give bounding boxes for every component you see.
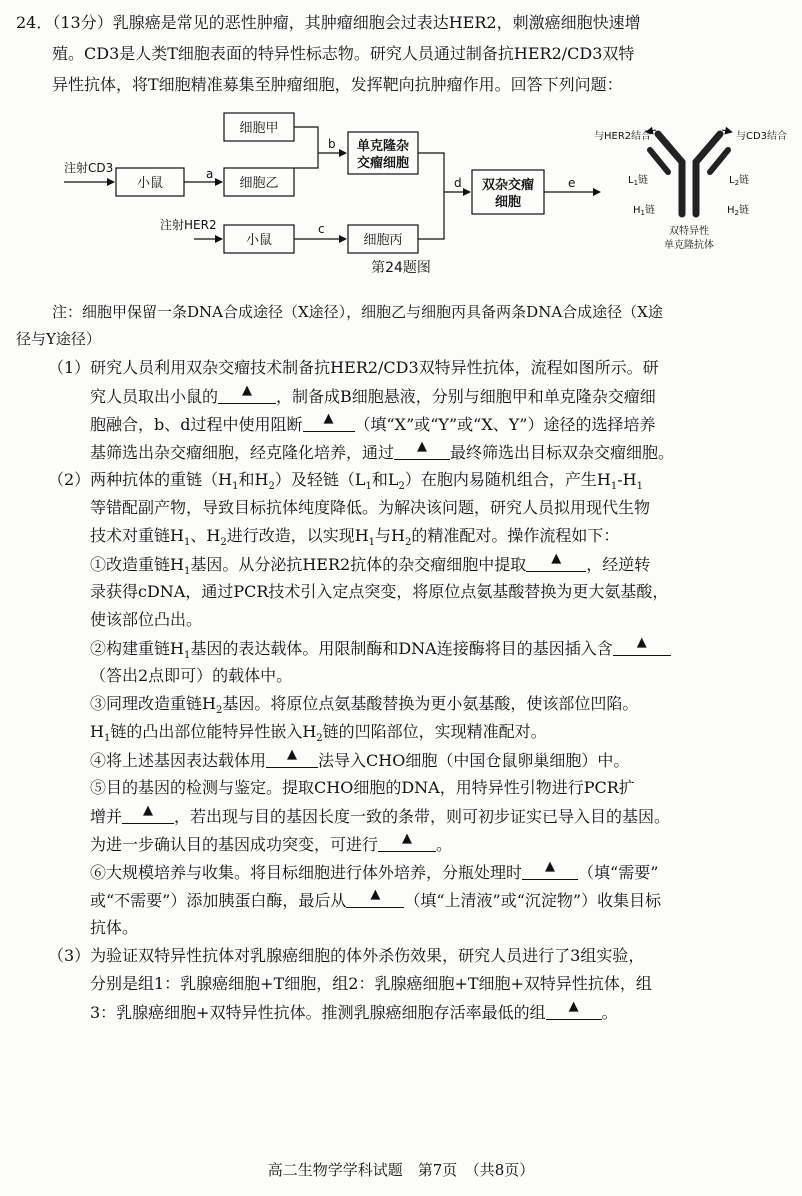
answer-blank[interactable]: ▲: [122, 805, 174, 824]
answer-blank[interactable]: ▲: [346, 889, 404, 908]
figure-caption: 第24题图: [371, 260, 431, 276]
label-inject-cd3: 注射CD3: [64, 161, 114, 175]
p1-line-4: 基筛选出杂交瘤细胞，经克隆化培养，通过 ▲ 最终筛选出目标双杂交瘤细胞。: [90, 439, 675, 462]
p2-step-3-cont: $H_1$链的凸出部位能特异性嵌入$H_2$链的凹陷部位，实现精准配对。: [90, 722, 547, 745]
label-h2: $H_2$链: [727, 205, 749, 217]
label-bind-her2: 与HER2结合: [594, 131, 652, 142]
answer-blank[interactable]: ▲: [522, 861, 578, 880]
p2-step-1-cont: 录获得cDNA，通过PCR技术引入定点突变，将原位点氨基酸替换为更大氨基酸，: [90, 582, 669, 601]
p2-step-1: ①改造重链$H_1$基因。从分泌抗HER2抗体的杂交瘤细胞中提取 ▲ ，经逆转: [90, 551, 651, 578]
answer-blank[interactable]: ▲: [526, 553, 586, 572]
label-bind-cd3: 与CD3结合: [736, 131, 788, 142]
answer-blank[interactable]: ▲: [303, 413, 355, 432]
p2-line-1: （2）两种抗体的重链（$H_1$和$H_2$）及轻链（$L_1$和$L_2$）在胞内易随机组合，产生$H_1-H_1$: [48, 470, 643, 493]
label-bi-2: 细胞: [494, 195, 522, 210]
label-mono-1: 单克隆杂: [356, 139, 410, 154]
p2-step-5-end: 为进一步确认目的基因成功突变，可进行 ▲ 。: [90, 831, 453, 854]
p3-line-3: 3：乳腺癌细胞+双特异性抗体。推测乳腺癌细胞存活率最低的组 ▲ 。: [90, 999, 618, 1022]
answer-blank[interactable]: ▲: [546, 1001, 602, 1020]
antibody-diagram: [594, 129, 787, 251]
page-footer: 高二生物学学科试题 第7页 （共8页）: [267, 1161, 535, 1179]
p2-line-2: 等错配副产物，导致目标抗体纯度降低。为解决该问题，研究人员拟用现代生物: [90, 498, 651, 517]
p1-line-3: 胞融合，b、d过程中使用阻断 ▲ （填“X”或“Y”或“X、Y”）途径的选择培养: [90, 411, 656, 434]
step-b: b: [328, 137, 336, 151]
p2-step-1-end: 使该部位凸出。: [90, 610, 203, 629]
question-line-2: 殖。CD3是人类T细胞表面的特异性标志物。研究人员通过制备抗HER2/CD3双特: [52, 44, 635, 63]
label-l1: $L_1$链: [628, 175, 649, 187]
p2-step-4: ④将上述基因表达载体用 ▲ 法导入CHO细胞（中国仓鼠卵巢细胞）中。: [90, 747, 630, 770]
answer-blank[interactable]: ▲: [266, 749, 318, 768]
step-d: d: [454, 176, 462, 190]
answer-blank[interactable]: ▲: [378, 833, 436, 852]
answer-blank[interactable]: ▲: [613, 637, 671, 656]
label-cell-a: 细胞甲: [239, 121, 279, 136]
note-line-1: 注：细胞甲保留一条DNA合成途径（X途径），细胞乙与细胞丙具备两条DNA合成途径（X途: [52, 303, 663, 321]
p2-step-5: ⑤目的基因的检测与鉴定。提取CHO细胞的DNA，用特异性引物进行PCR扩: [90, 778, 635, 797]
label-h1: $H_1$链: [633, 205, 655, 217]
label-mono-2: 交瘤细胞: [356, 156, 410, 171]
label-bi-1: 双杂交瘤: [481, 178, 535, 193]
answer-blank[interactable]: ▲: [394, 441, 450, 460]
p2-step-5-cont: 增并 ▲ ，若出现与目的基因长度一致的条带，则可初步证实已导入目的基因。: [90, 803, 671, 826]
p1-line-2: 究人员取出小鼠的 ▲ ，制备成B细胞悬液，分别与细胞甲和单克隆杂交瘤细: [90, 383, 656, 406]
label-l2: $L_2$链: [729, 175, 750, 187]
step-e: e: [568, 176, 576, 190]
label-mouse-bottom: 小鼠: [245, 233, 273, 248]
label-cell-c: 细胞丙: [363, 233, 403, 248]
label-inject-her2: 注射HER2: [160, 218, 217, 232]
p3-line-1: （3）为验证双特异性抗体对乳腺癌细胞的体外杀伤效果，研究人员进行了3组实验，: [48, 946, 645, 965]
p2-line-3: 技术对重链$H_1$、$H_2$进行改造，以实现$H_1$与$H_2$的精准配对。操作流程如下：: [90, 526, 620, 549]
label-antibody-2: 单克隆抗体: [664, 240, 714, 251]
question-line-3: 异性抗体，将T细胞精准募集至肿瘤细胞，发挥靶向抗肿瘤作用。回答下列问题：: [52, 75, 623, 94]
note-line-2: 径与Y途径）: [16, 330, 101, 348]
p2-step-2: ②构建重链$H_1$基因的表达载体。用限制酶和DNA连接酶将目的基因插入含 ▲: [90, 637, 671, 660]
p2-step-6: ⑥大规模培养与收集。将目标细胞进行体外培养，分瓶处理时 ▲ （填“需要”: [90, 859, 659, 882]
p2-step-3: ③同理改造重链$H_2$基因。将原位点氨基酸替换为更小氨基酸，使该部位凹陷。: [90, 694, 639, 717]
label-antibody-1: 双特异性: [669, 226, 709, 237]
answer-blank[interactable]: ▲: [218, 385, 276, 404]
p1-line-1: （1）研究人员利用双杂交瘤技术制备抗HER2/CD3双特异性抗体，流程如图所示。研: [48, 358, 659, 377]
step-a: a: [206, 167, 214, 181]
step-c: c: [318, 222, 325, 236]
p2-step-6-cont: 或“不需要”）添加胰蛋白酶，最后从 ▲ （填“上清液”或“沉淀物”）收集目标: [90, 887, 662, 910]
p2-step-6-end: 抗体。: [90, 918, 139, 937]
label-mouse-top: 小鼠: [136, 176, 164, 191]
p2-step-2-cont: （答出2点即可）的载体中。: [90, 666, 293, 685]
question-line-1: 24．（13分）乳腺癌是常见的恶性肿瘤，其肿瘤细胞会过表达HER2，刺激癌细胞快速增: [16, 13, 641, 32]
figure-24: [0, 100, 802, 278]
label-cell-b: 细胞乙: [239, 176, 279, 191]
p3-line-2: 分别是组1：乳腺癌细胞+T细胞，组2：乳腺癌细胞+T细胞+双特异性抗体，组: [90, 974, 652, 993]
